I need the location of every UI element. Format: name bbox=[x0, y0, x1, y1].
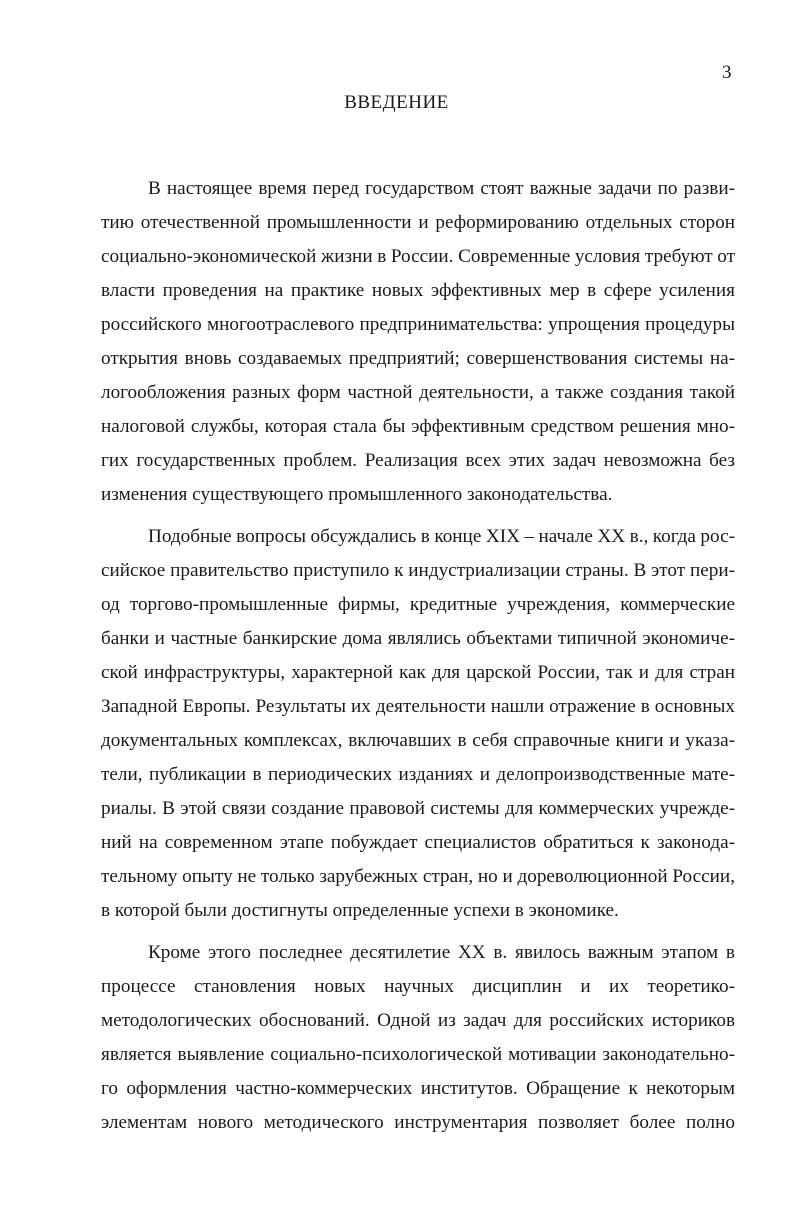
text-line: риалы. В этой связи создание правовой системы для коммерческих учрежде- bbox=[101, 798, 735, 819]
text-line: банки и частные банкирские дома являлись объектами типичной экономиче- bbox=[101, 628, 735, 649]
text-line: власти проведения на практике новых эффективных мер в сфере усиления bbox=[101, 280, 735, 301]
text-line: В настоящее время перед государством стоят важные задачи по разви- bbox=[148, 178, 735, 199]
text-line: гих государственных проблем. Реализация всех этих задач невозможна без bbox=[101, 450, 735, 471]
text-line: открытия вновь создаваемых предприятий; совершенствования системы на- bbox=[101, 348, 735, 369]
text-line: ний на современном этапе побуждает специалистов обратиться к законода- bbox=[101, 832, 735, 853]
text-line: является выявление социально-психологической мотивации законодательно- bbox=[101, 1044, 735, 1065]
text-line: ской инфраструктуры, характерной как для царской России, так и для стран bbox=[101, 662, 735, 683]
text-line: методологических обоснований. Одной из задач для российских историков bbox=[101, 1010, 735, 1031]
text-line: од торгово-промышленные фирмы, кредитные учреждения, коммерческие bbox=[101, 594, 735, 615]
text-line: в которой были достигнуты определенные успехи в экономике. bbox=[101, 900, 619, 921]
text-line: тельному опыту не только зарубежных стран, но и дореволюционной России, bbox=[101, 866, 735, 887]
text-line: логообложения разных форм частной деятельности, а также создания такой bbox=[101, 382, 735, 403]
text-line: документальных комплексах, включавших в себя справочные книги и указа- bbox=[101, 730, 735, 751]
text-line: Кроме этого последнее десятилетие XX в. явилось важным этапом в bbox=[148, 942, 735, 963]
text-line: го оформления частно-коммерческих институтов. Обращение к некоторым bbox=[101, 1078, 735, 1099]
paragraph-2 bbox=[101, 520, 735, 928]
page-title: ВВЕДЕНИЕ bbox=[344, 92, 449, 113]
paragraph-1 bbox=[101, 172, 735, 512]
text-line: налоговой службы, которая стала бы эффективным средством решения мно- bbox=[101, 416, 735, 437]
text-line: элементам нового методического инструментария позволяет более полно bbox=[101, 1112, 735, 1133]
text-line: социально-экономической жизни в России. Современные условия требуют от bbox=[101, 246, 735, 267]
text-line: тию отечественной промышленности и реформированию отдельных сторон bbox=[101, 212, 735, 233]
paragraph-3 bbox=[101, 936, 735, 1140]
text-line: изменения существующего промышленного законодательства. bbox=[101, 484, 613, 505]
page-number: 3 bbox=[722, 62, 732, 83]
text-line: тели, публикации в периодических изданиях и делопроизводственные мате- bbox=[101, 764, 735, 785]
text-line: процессе становления новых научных дисциплин и их теоретико- bbox=[101, 976, 735, 997]
text-line: Подобные вопросы обсуждались в конце XIX – начале XX в., когда рос- bbox=[148, 526, 735, 547]
text-line: сийское правительство приступило к индустриализации страны. В этот пери- bbox=[101, 560, 735, 581]
text-line: российского многоотраслевого предпринимательства: упрощения процедуры bbox=[101, 314, 735, 335]
text-line: Западной Европы. Результаты их деятельности нашли отражение в основных bbox=[101, 696, 735, 717]
